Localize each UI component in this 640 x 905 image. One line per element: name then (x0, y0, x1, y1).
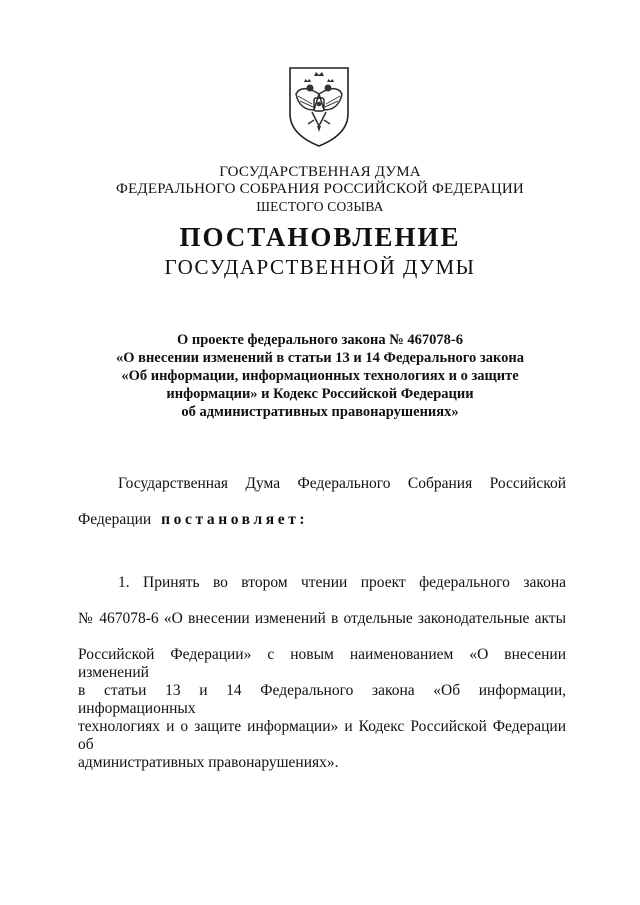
subject-line-3: «Об информации, информационных технологиях и о защите (121, 368, 519, 384)
preamble-line-2 (78, 511, 566, 529)
item1-line-1: 1. Принять во втором чтении проект федерального закона (118, 574, 566, 591)
org-line-3: ШЕСТОГО СОЗЫВА (256, 199, 384, 214)
org-line-2: ФЕДЕРАЛЬНОГО СОБРАНИЯ РОССИЙСКОЙ ФЕДЕРАЦИИ (116, 181, 524, 197)
org-line-1: ГОСУДАРСТВЕННАЯ ДУМА (219, 164, 421, 180)
subject-line-5: об административных правонарушениях» (181, 404, 459, 420)
subject-line-1: О проекте федерального закона № 467078-6 (176, 332, 464, 348)
preamble-line-1: Государственная Дума Федерального Собрания Российской (118, 475, 566, 492)
item1-line-3: Российской Федерации» с новым наименованием «О внесении изменений (78, 646, 566, 681)
document-type-title: ПОСТАНОВЛЕНИЕ (179, 222, 461, 252)
document-issuer-subtitle: ГОСУДАРСТВЕННОЙ ДУМЫ (164, 255, 476, 279)
item1-line-2: № 467078-6 «О внесении изменений в отдельные законодательные акты (78, 610, 566, 627)
coat-of-arms-icon (284, 64, 354, 148)
subject-line-2: «О внесении изменений в статьи 13 и 14 Федерального закона (115, 350, 525, 366)
item1-line-5: технологиях и о защите информации» и Кодекс Российской Федерации об (78, 718, 566, 753)
subject-line-4: информации» и Кодекс Российской Федерации (166, 386, 474, 402)
resolves-verb: постановляет: (161, 511, 309, 528)
item1-line-6: административных правонарушениях». (78, 754, 339, 771)
item1-line-4: в статьи 13 и 14 Федерального закона «Об информации, информационных (78, 682, 566, 717)
preamble-federation-word: Федерации (78, 511, 152, 528)
